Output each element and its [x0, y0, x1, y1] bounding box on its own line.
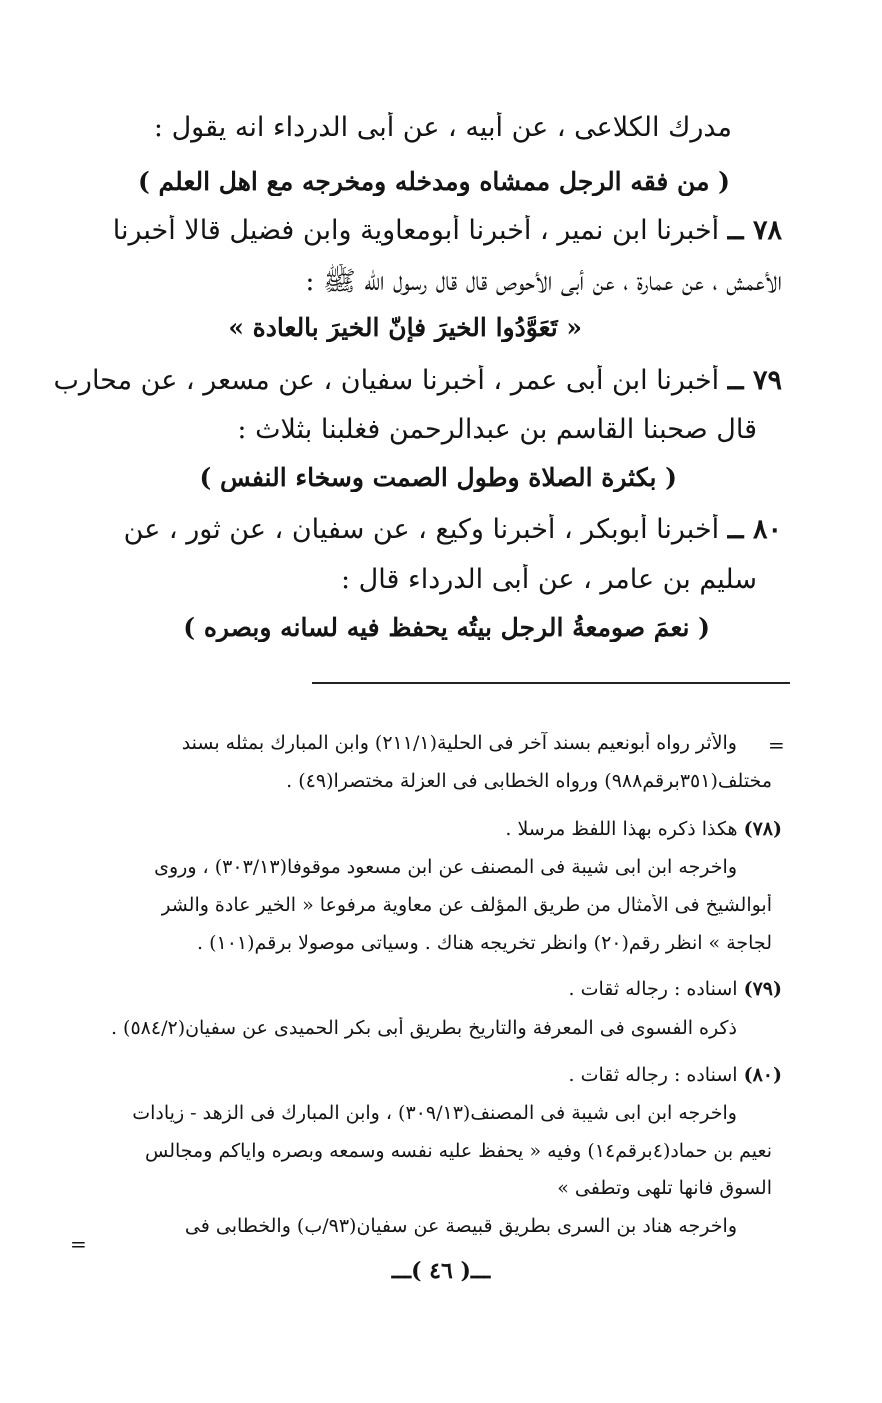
hadith-79-quote: ( بكثرة الصلاة وطول الصمت وسخاء النفس ) — [199, 463, 677, 492]
hadith-80-line-2: سليم بن عامر ، عن أبى الدرداء قال : — [340, 564, 757, 595]
footnote-line-11: نعيم بن حماد(٤برقم١٤) وفيه « يحفظ عليه نفسه وسمعه وبصره واياكم ومجالس — [144, 1140, 772, 1162]
hadith-number-80: ٨٠ ــ — [727, 514, 782, 545]
hadith-78-quote: « تَعَوَّدُوا الخيرَ فإنّ الخيرَ بالعادة » — [228, 313, 582, 342]
footnote-number-78: (٧٨) — [743, 818, 782, 840]
hadith-79-text: أخبرنا ابن أبى عمر ، أخبرنا سفيان ، عن مسعر ، عن محارب — [53, 365, 720, 396]
footnote-divider — [312, 682, 790, 684]
quote-line: ( من فقه الرجل ممشاه ومدخله ومخرجه مع اهل العلم ) — [138, 167, 730, 196]
hadith-78-line-2: الأعمش ، عن عمارة ، عن أبى الأحوص قال قال رسول الله ﷺ : — [305, 266, 782, 297]
footnote-line-1: والأثر رواه أبونعيم بسند آخر فى الحلية(٢١١/١) وابن المبارك بمثله بسند — [181, 732, 737, 754]
hadith-79-line-2: قال صحبنا القاسم بن عبدالرحمن فغلبنا بثلاث : — [237, 414, 757, 445]
footnote-line-4: واخرجه ابن ابى شيبة فى المصنف عن ابن مسعود موقوفا(٣٠٣/١٣) ، وروى — [154, 856, 737, 878]
hadith-number-78: ٧٨ ــ — [727, 215, 782, 246]
footnote-number-80: (٨٠) — [743, 1064, 782, 1086]
footnote-78-intro: هكذا ذكره بهذا اللفظ مرسلا . — [505, 818, 738, 840]
end-continuation-mark: = — [70, 1232, 87, 1256]
hadith-80-line-1 — [124, 514, 782, 545]
footnote-line-8: ذكره الفسوى فى المعرفة والتاريخ بطريق أبى بكر الحميدى عن سفيان(٥٨٤/٢) . — [110, 1017, 737, 1039]
hadith-78-line-1 — [113, 215, 782, 246]
footnote-line-5: أبوالشيخ فى الأمثال من طريق المؤلف عن معاوية مرفوعا « الخير عادة والشر — [161, 894, 772, 916]
footnote-79-intro: اسناده : رجاله ثقات . — [568, 978, 738, 1000]
footnote-79-heading — [569, 978, 782, 1000]
hadith-78-text: أخبرنا ابن نمير ، أخبرنا أبومعاوية وابن فضيل قالا أخبرنا — [112, 215, 720, 246]
footnote-80-intro: اسناده : رجاله ثقات . — [568, 1064, 738, 1086]
footnote-line-13: واخرجه هناد بن السرى بطريق قبيصة عن سفيان(٩٣/ب) والخطابى فى — [184, 1215, 737, 1237]
page-number: ـــ( ٤٦ )ـــ — [391, 1258, 491, 1284]
footnote-line-12: السوق فانها تلهى وتطفى » — [557, 1177, 772, 1199]
footnote-number-79: (٧٩) — [743, 978, 782, 1000]
hadith-80-quote: ( نعمَ صومعةُ الرجل بيتُه يحفظ فيه لسانه وبصره ) — [183, 613, 710, 642]
footnote-line-2: مختلف(٣٥١برقم٩٨٨) ورواه الخطابى فى العزلة مختصرا(٤٩) . — [286, 770, 772, 792]
hadith-80-text: أخبرنا أبوبكر ، أخبرنا وكيع ، عن سفيان ، عن ثور ، عن — [123, 514, 720, 545]
main-line-1: مدرك الكلاعى ، عن أبيه ، عن أبى الدرداء انه يقول : — [153, 112, 732, 143]
continuation-mark: = — [768, 733, 785, 757]
hadith-79-line-1 — [54, 365, 783, 396]
footnote-line-10: واخرجه ابن ابى شيبة فى المصنف(٣٠٩/١٣) ، وابن المبارك فى الزهد - زيادات — [132, 1102, 737, 1124]
footnote-80-heading — [569, 1064, 782, 1086]
hadith-number-79: ٧٩ ــ — [727, 365, 782, 396]
footnote-line-6: لجاجة » انظر رقم(٢٠) وانظر تخريجه هناك . وسياتى موصولا برقم(١٠١) . — [197, 932, 772, 954]
footnote-78-heading — [505, 818, 782, 840]
